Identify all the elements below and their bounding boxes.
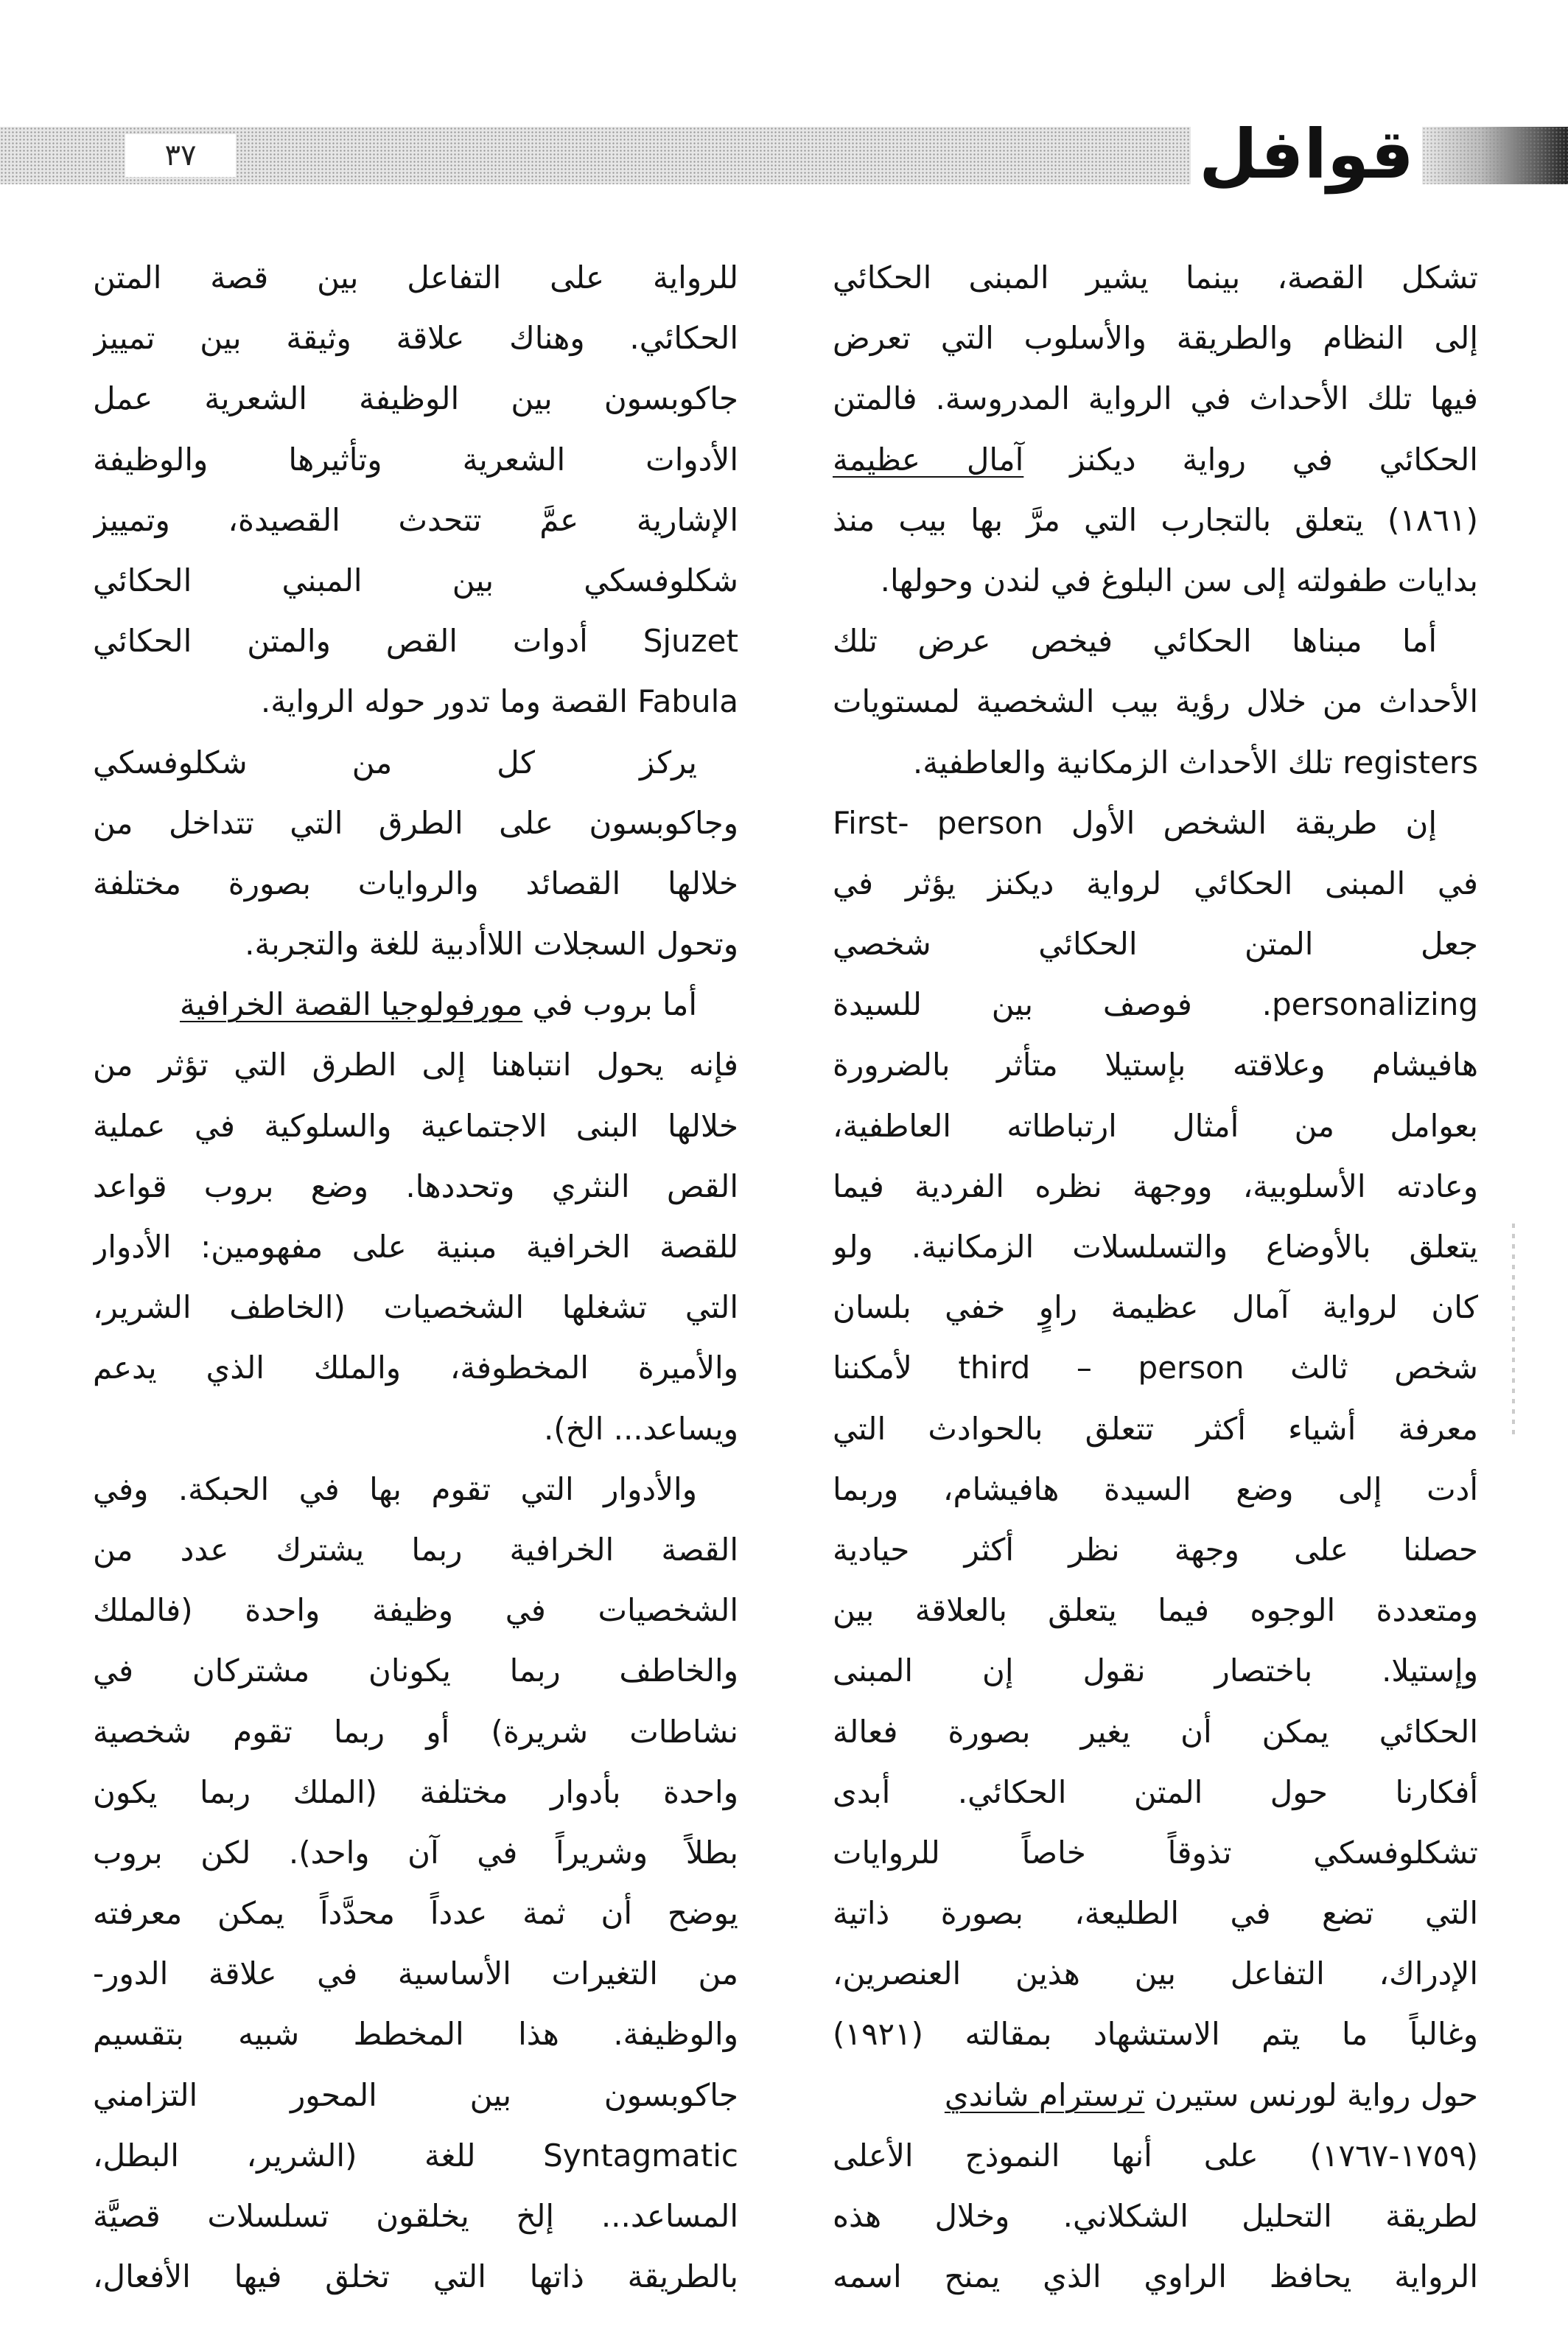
- text-line: بالطريقة ذاتها التي تخلق فيها الأفعال،: [93, 2258, 738, 2295]
- text-line: إلى النظام والطريقة والأسلوب التي تعرض: [833, 320, 1478, 357]
- text-line: كان لرواية آمال عظيمة راوٍ خفي بلسان: [833, 1289, 1478, 1326]
- text-line: Sjuzet أدوات القص والمتن الحكائي: [93, 623, 738, 660]
- text-line: يتعلق بالأوضاع والتسلسلات الزمكانية. ولو: [833, 1229, 1478, 1265]
- text-line: وجاكوبسون على الطرق التي تتداخل من: [93, 804, 738, 841]
- text-line: ويساعد... الخ).: [543, 1410, 738, 1447]
- text-line: أدت إلى وضع السيدة هافيشام، وربما: [833, 1470, 1478, 1507]
- text-line: Syntagmatic للغة (الشرير، البطل،: [93, 2137, 738, 2174]
- text-line: الحكائي يمكن أن يغير بصورة فعالة: [833, 1713, 1478, 1750]
- text-line: بعوامل من أمثال ارتباطاته العاطفية،: [833, 1107, 1478, 1144]
- text-line: فيها تلك الأحداث في الرواية المدروسة. فالمتن: [833, 380, 1478, 417]
- text-line: نشاطات شريرة) أو ربما تقوم شخصية: [93, 1713, 738, 1750]
- text-line: جعل المتن الحكائي شخصي: [833, 926, 1478, 963]
- text-line: في المبنى الحكائي لرواية ديكنز يؤثر في: [833, 865, 1478, 901]
- text-line: أما مبناها الحكائي فيخص عرض تلك: [833, 623, 1437, 660]
- text-line: بطلاً وشريراً في آن واحد). لكن بروب: [93, 1834, 738, 1871]
- text-line: Fabula القصة وما تدور حوله الرواية.: [260, 683, 738, 720]
- text-line: personalizing. فوصف بين للسيدة: [833, 986, 1478, 1023]
- text-line: هافيشام وعلاقته بإستيلا متأثر بالضرورة: [833, 1047, 1478, 1083]
- magazine-title: قوافل: [1191, 111, 1422, 203]
- text-line: وإستيلا. باختصار نقول إن المبنى: [833, 1652, 1478, 1689]
- text-line: الشخصيات في وظيفة واحدة (فالملك: [93, 1592, 738, 1629]
- header-gradient-band: [1422, 127, 1568, 184]
- page-header: [0, 111, 1568, 203]
- text-fragment: أما بروب في: [522, 986, 697, 1023]
- text-line: وغالباً ما يتم الاستشهاد بمقالته (١٩٢١): [833, 2016, 1478, 2053]
- text-line: الإدراك، التفاعل بين هذين العنصرين،: [833, 1955, 1478, 1992]
- text-line: المساعد... إلخ يخلقون تسلسلات قصيَّة: [93, 2198, 738, 2234]
- text-line: حصلنا على وجهة نظر أكثر حيادية: [833, 1531, 1478, 1568]
- text-line: لطريقة التحليل الشكلاني. وخلال هذه: [833, 2198, 1478, 2234]
- book-title-tristram-shandy: ترسترام شاندي: [944, 2076, 1145, 2113]
- text-line: شخص ثالث third – person لأمكننا: [833, 1350, 1478, 1386]
- text-line: والأميرة المخطوفة، والملك الذي يدعم: [93, 1350, 738, 1386]
- text-line: يوضح أن ثمة عدداً محدَّداً يمكن معرفته: [93, 1895, 738, 1932]
- text-line: وتحول السجلات اللاأدبية للغة والتجربة.: [245, 926, 738, 963]
- text-line: تشكل القصة، بينما يشير المبنى الحكائي: [833, 259, 1478, 296]
- text-line: يركز كل من شكلوفسكي: [93, 744, 697, 781]
- text-line: ومتعددة الوجوه فيما يتعلق بالعلاقة بين: [833, 1592, 1478, 1629]
- text-line: القصة الخرافية ربما يشترك عدد من: [93, 1531, 738, 1568]
- text-line: وعادته الأسلوبية، ووجهة نظره الفردية فيما: [833, 1168, 1478, 1204]
- text-line: الأدوات الشعرية وتأثيرها والوظيفة: [93, 441, 738, 478]
- book-title-morphology: مورفولوجيا القصة الخرافية: [179, 986, 523, 1023]
- text-line: للرواية على التفاعل بين قصة المتن: [93, 259, 738, 296]
- text-fragment: الحكائي في رواية ديكنز: [1023, 441, 1478, 478]
- book-title-great-expectations: آمال عظيمة: [833, 441, 1024, 478]
- text-line: الأحداث من خلال رؤية بيب الشخصية لمستويات: [833, 683, 1478, 720]
- text-line: القص النثري وتحددها. وضع بروب قواعد: [93, 1168, 738, 1204]
- text-line: التي تشغلها الشخصيات (الخاطف الشرير،: [93, 1289, 738, 1326]
- text-line: خلالها القصائد والروايات بصورة مختلفة: [93, 865, 738, 901]
- text-line: [833, 430, 1478, 490]
- text-line: واحدة بأدوار مختلفة (الملك ربما يكون: [93, 1773, 738, 1810]
- text-line: شكلوفسكي بين المبني الحكائي: [93, 562, 738, 598]
- text-line: [93, 974, 738, 1035]
- page-number: ٣٧: [125, 134, 236, 177]
- text-fragment: حول رواية لورنس ستيرن: [1144, 2076, 1478, 2113]
- text-line: والوظيفة. هذا المخطط شبيه بتقسيم: [93, 2016, 738, 2053]
- text-line: جاكوبسون بين المحور التزامني: [93, 2076, 738, 2113]
- text-line: تشكلوفسكي تذوقاً خاصاً للروايات: [833, 1834, 1478, 1871]
- text-line: للقصة الخرافية مبنية على مفهومين: الأدوار: [93, 1229, 738, 1265]
- article-column-left: [93, 248, 738, 2307]
- text-line: registers تلك الأحداث الزمكانية والعاطفية.: [912, 744, 1478, 781]
- text-line: الإشارية عمَّ تتحدث القصيدة، وتمييز: [93, 501, 738, 538]
- text-line: أفكارنا حول المتن الحكائي. أبدى: [833, 1773, 1478, 1810]
- text-line: معرفة أشياء أكثر تتعلق بالحوادث التي: [833, 1410, 1478, 1447]
- text-line: الرواية يحافظ الراوي الذي يمنح اسمه: [833, 2258, 1478, 2295]
- text-line: فإنه يحول انتباهنا إلى الطرق التي تؤثر من: [93, 1047, 738, 1083]
- text-line: التي تضع في الطليعة، بصورة ذاتية: [833, 1895, 1478, 1932]
- scan-artifact: [1512, 1224, 1515, 1437]
- text-line: والخاطف ربما يكونان مشتركان في: [93, 1652, 738, 1689]
- article-column-right: [833, 248, 1478, 2307]
- text-line: بدايات طفولته إلى سن البلوغ في لندن وحولها.: [880, 562, 1478, 598]
- text-line: [833, 2065, 1478, 2126]
- text-line: من التغيرات الأساسية في علاقة الدور-: [93, 1955, 738, 1992]
- text-line: خلالها البنى الاجتماعية والسلوكية في عملية: [93, 1107, 738, 1144]
- text-line: (١٨٦١) يتعلق بالتجارب التي مرَّ بها بيب منذ: [833, 501, 1478, 538]
- text-line: إن طريقة الشخص الأول First- person: [833, 804, 1438, 841]
- text-line: (١٧٥٩-١٧٦٧) على أنها النموذج الأعلى: [833, 2137, 1478, 2174]
- text-line: الحكائي. وهناك علاقة وثيقة بين تمييز: [93, 320, 738, 357]
- text-line: جاكوبسون بين الوظيفة الشعرية عمل: [93, 380, 738, 417]
- text-line: والأدوار التي تقوم بها في الحبكة. وفي: [93, 1470, 697, 1507]
